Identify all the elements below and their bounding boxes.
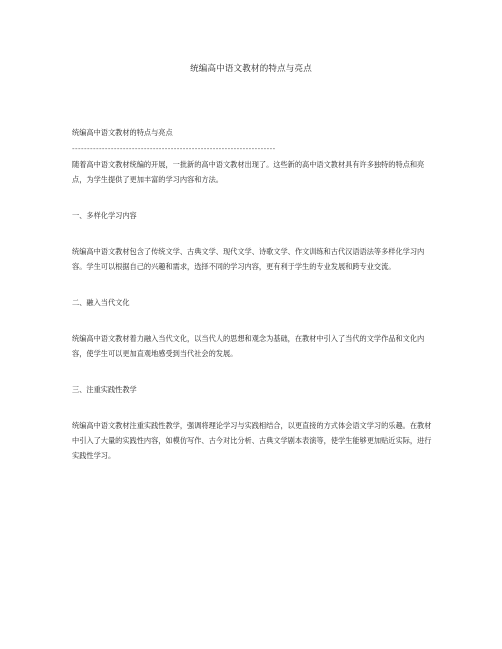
section-body-3: 统编高中语文教材注重实践性教学，强调将理论学习与实践相结合，以更直接的方式体会语文学习的乐趣。在教材中引入了大量的实践性内容，如模仿写作、古今对比分析、古典文学剧本表演等，使学生能够更加贴近实际，进行实践性学习。 [72,421,432,460]
section-body-1: 统编高中语文教材包含了传统文学、古典文学、现代文学、诗歌文学、作文训练和古代汉语语法等多样化学习内容。学生可以根据自己的兴趣和需求，选择不同的学习内容，更有利于学生的专业发展和跨专业交流。 [72,247,425,271]
section-heading-1: 一、多样化学习内容 [72,211,137,220]
page-title: 统编高中语文教材的特点与亮点 [190,64,312,74]
section-heading-3: 三、注重实践性教学 [72,385,137,394]
section-heading-2: 二、融入当代文化 [72,298,130,307]
separator-line: -------------------------------------------------------------------- [72,144,276,153]
intro-paragraph: 随着高中语文教材统编的开展，一批新的高中语文教材出现了。这些新的高中语文教材具有许多独特的特点和亮点，为学生提供了更加丰富的学习内容和方法。 [72,160,425,184]
document-subtitle: 统编高中语文教材的特点与亮点 [72,128,173,137]
section-body-2: 统编高中语文教材着力融入当代文化，以当代人的思想和观念为基础，在教材中引入了当代的文学作品和文化内容，使学生可以更加直观地感受到当代社会的发展。 [72,334,425,358]
document-body [72,125,432,463]
